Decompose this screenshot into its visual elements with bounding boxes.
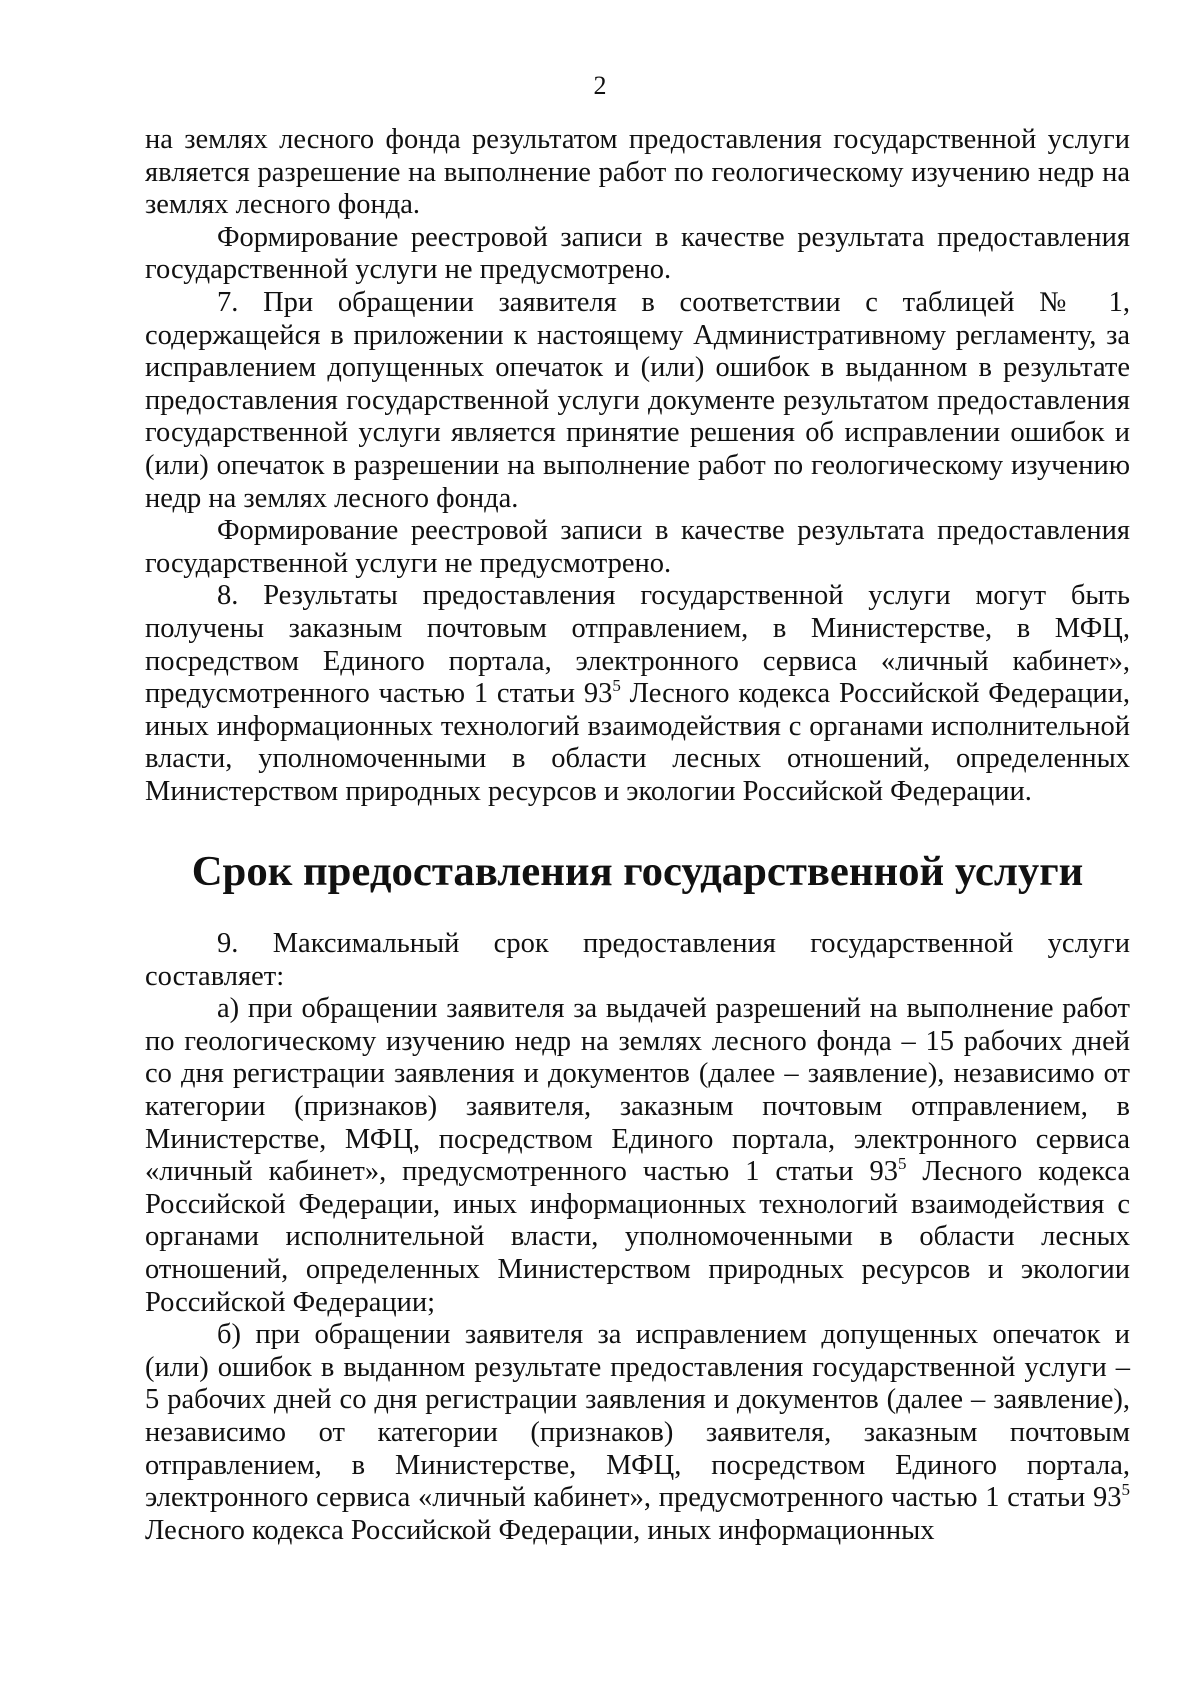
paragraph-subitem-b-text: б) при обращении заявителя за исправлением допущенных опечаток и (или) ошибок в выданном результате предоставления государственной услуги – 5 рабочих дней со дня регистрации заявления и документов (далее – заявление), независимо от категории (признаков) заявителя, заказным почтовым отправлением, в Министерстве, МФЦ, посредством Единого портала, электронного сервиса «личный кабинет», предусмотренного частью 1 статьи 93 — [145, 1319, 1130, 1514]
paragraph-subitem-b-text-end: Лесного кодекса Российской Федерации, иных информационных — [145, 1514, 935, 1546]
superscript-article-number: 5 — [1121, 1480, 1130, 1500]
paragraph-item-8-text-end: Лесного кодекса Российской Федерации, иных информационных технологий взаимодействия с органами исполнительной власти, уполномоченными в области лесных отношений, определенных Министерством природных ресурсов и экологии Российской Федерации. — [145, 678, 1130, 807]
superscript-article-number: 5 — [612, 676, 621, 696]
paragraph-subitem-b — [145, 1319, 1130, 1547]
document-body — [145, 124, 1130, 1547]
paragraph-item-7: 7. При обращении заявителя в соответствии с таблицей № 1, содержащейся в приложении к настоящему Административному регламенту, за исправлением допущенных опечаток и (или) ошибок в выданном в результате предоставления государственной услуги документе результатом предоставления государственной услуги является принятие решения об исправлении ошибок и (или) опечаток в разрешении на выполнение работ по геологическому изучению недр на землях лесного фонда. — [145, 286, 1130, 514]
paragraph-continuation: на землях лесного фонда результатом предоставления государственной услуги является разрешение на выполнение работ по геологическому изучению недр на землях лесного фонда. — [145, 124, 1130, 221]
paragraph-subitem-a-text-end: Лесного кодекса Российской Федерации, иных информационных технологий взаимодействия с органами исполнительной власти, уполномоченными в области лесных отношений, определенных Министерством природных ресурсов и экологии Российской Федерации; — [145, 1156, 1130, 1318]
paragraph-registry-note-1: Формирование реестровой записи в качестве результата предоставления государственной услуги не предусмотрено. — [145, 221, 1130, 286]
superscript-article-number: 5 — [897, 1154, 907, 1174]
paragraph-subitem-a — [145, 993, 1130, 1319]
section-heading: Срок предоставления государственной услуги — [191, 848, 1084, 896]
paragraph-item-8-text: 8. Результаты предоставления государственной услуги могут быть получены заказным почтовым отправлением, в Министерстве, в МФЦ, посредством Единого портала, электронного сервиса «личный кабинет», предусмотренного частью 1 статьи 93 — [145, 580, 1130, 710]
paragraph-subitem-a-text: а) при обращении заявителя за выдачей разрешений на выполнение работ по геологическому изучению недр на землях лесного фонда – 15 рабочих дней со дня регистрации заявления и документов (далее – заявление), независимо от категории (признаков) заявителя, заказным почтовым отправлением, в Министерстве, МФЦ, посредством Единого портала, электронного сервиса «личный кабинет», предусмотренного частью 1 статьи 93 — [145, 993, 1130, 1188]
paragraph-item-8 — [145, 580, 1130, 808]
paragraph-registry-note-2: Формирование реестровой записи в качестве результата предоставления государственной услуги не предусмотрено. — [145, 515, 1130, 579]
paragraph-item-9: 9. Максимальный срок предоставления государственной услуги составляет: — [145, 928, 1130, 992]
page-number: 2 — [593, 71, 607, 100]
